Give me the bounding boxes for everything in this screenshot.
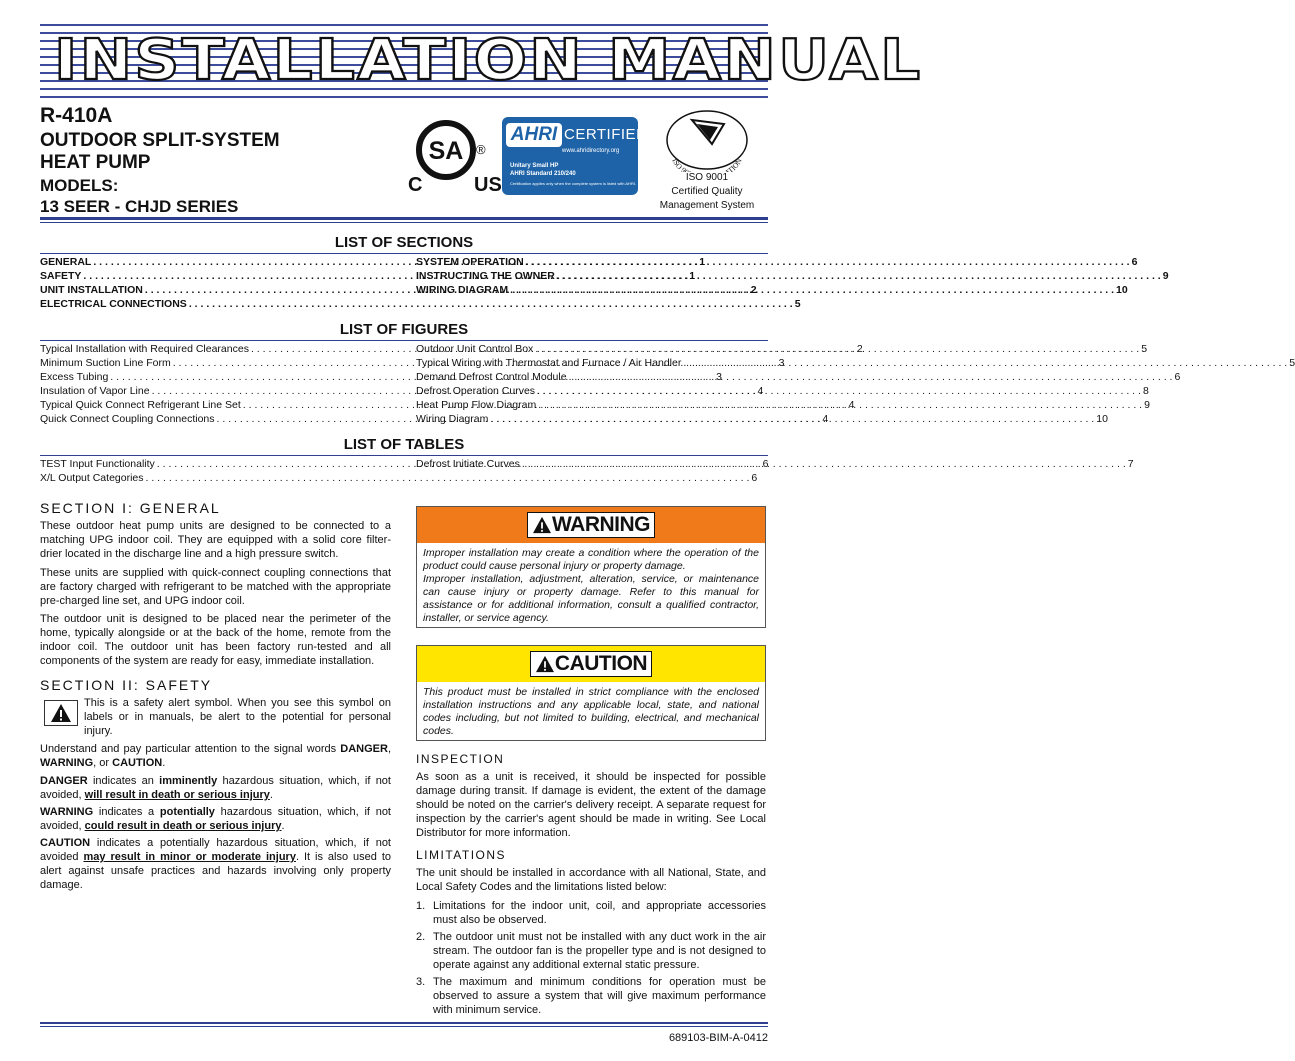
footer-rule-thin [40, 1026, 768, 1027]
caution-definition: CAUTION indicates a potentially hazardous situation, which, if not avoided may result in minor or moderate injury. It is also used to alert against unsafe practices and hazards involving only property damage. [40, 837, 391, 891]
toc-figure-item[interactable]: Wiring Diagram . . . 10 [416, 413, 766, 426]
toc-section-item[interactable]: WIRING DIAGRAM . . . 10 [416, 284, 766, 297]
csa-c-label: C [408, 174, 423, 196]
toc-section-item[interactable]: SAFETY . . . 1 [40, 270, 390, 283]
iso-line-3: Management System [659, 200, 755, 211]
header-rule-thin [40, 222, 768, 223]
iso-line-1: ISO 9001 [685, 172, 729, 183]
inspection-heading: INSPECTION [416, 752, 505, 766]
toc-section-item[interactable]: GENERAL . . . 1 [40, 256, 390, 269]
warning-triangle-icon [535, 655, 555, 673]
warning-triangle-icon [50, 703, 72, 723]
csa-us-label: US [474, 174, 502, 196]
figures-rule [40, 340, 768, 341]
toc-section-item[interactable]: INSTRUCTING THE OWNER . . . 9 [416, 270, 766, 283]
toc-figure-item[interactable]: Minimum Suction Line Form . . . 3 [40, 357, 390, 370]
inspection-paragraph: As soon as a unit is received, it should be inspected for possible damage during transit. If damage is evident, the extent of the damage should be noted on the carrier's delivery receipt. A separate request for inspection by the carrier's agent should be made in writing. See Local Distributor for more information. [416, 771, 766, 839]
footer-rule [40, 1022, 768, 1024]
toc-figure-item[interactable]: Heat Pump Flow Diagram . . . 9 [416, 399, 766, 412]
caution-box [416, 645, 766, 741]
list-of-tables-heading: LIST OF TABLES [343, 436, 465, 453]
list-item: 1. Limitations for the indoor unit, coil, and appropriate accessories must also be observed. [416, 900, 766, 926]
warning-label: WARNING [527, 512, 655, 538]
tables-rule [40, 455, 768, 456]
ahri-certified-logo [502, 117, 648, 195]
models-label: MODELS: [40, 176, 119, 195]
refrigerant-type: R-410A [40, 104, 113, 127]
list-of-sections-heading: LIST OF SECTIONS [334, 234, 474, 251]
toc-figure-item[interactable]: Typical Quick Connect Refrigerant Line Set . . . 4 [40, 399, 390, 412]
toc-figure-item[interactable]: Insulation of Vapor Line . . . 4 [40, 385, 390, 398]
iso-ring-text: ISO 9 TION [670, 156, 744, 172]
product-line-1: OUTDOOR SPLIT-SYSTEM [40, 130, 280, 151]
warning-band [417, 507, 765, 543]
toc-figure-item[interactable]: Outdoor Unit Control Box . . . 5 [416, 343, 766, 356]
toc-figure-item[interactable]: Quick Connect Coupling Connections . . . 4 [40, 413, 390, 426]
toc-figure-item[interactable]: Typical Wiring with Thermostat and Furnace / Air Handler . . . 5 [416, 357, 766, 370]
warning-box [416, 506, 766, 628]
list-item: 3. The maximum and minimum conditions for operation must be observed to assure a system that will give maximum performance with minimum service. [416, 976, 766, 1016]
general-paragraph-3: The outdoor unit is designed to be placed near the perimeter of the home, typically alongside or at the back of the home, remote from the indoor coil. The outdoor unit has been factory run-tested and all components of the system are ready for easy, immediate installation. [40, 613, 391, 667]
iso-seal-icon [652, 110, 762, 172]
toc-table-item[interactable]: X/L Output Categories . . . 6 [40, 472, 390, 485]
list-of-figures-heading: LIST OF FIGURES [339, 321, 469, 338]
list-item: 2. The outdoor unit must not be installed with any duct work in the air stream. The outdoor fan is the propeller type and is not designed to operate against any additional external static pressure. [416, 931, 766, 971]
limitations-heading: LIMITATIONS [416, 848, 507, 862]
document-number: 689103-BIM-A-0412 [668, 1032, 768, 1044]
toc-figure-item[interactable]: Demand Defrost Control Module . . . 6 [416, 371, 766, 384]
toc-section-item[interactable]: UNIT INSTALLATION . . . 2 [40, 284, 390, 297]
warning-triangle-icon [532, 516, 552, 534]
section-safety-heading: SECTION II: SAFETY [40, 677, 213, 693]
warning-text: Improper installation may create a condition where the operation of the product could cause personal injury or property damage. Improper installation, adjustment, alteration, service, or maintenance can cause injury or property damage. Refer to this manual for assistance or for additional information, consult a qualified contractor, installer, or service agency. [423, 547, 759, 624]
ahri-badge: AHRI [506, 123, 562, 147]
toc-table-item[interactable]: TEST Input Functionality . . . 6 [40, 458, 390, 471]
ahri-certified-text: CERTIFIED [564, 126, 648, 143]
toc-table-item[interactable]: Defrost Initiate Curves . . . 7 [416, 458, 766, 471]
toc-figure-item[interactable]: Defrost Operation Curves . . . 8 [416, 385, 766, 398]
product-line-2: HEAT PUMP [40, 152, 151, 173]
toc-section-item[interactable]: SYSTEM OPERATION . . . 6 [416, 256, 766, 269]
caution-label: CAUTION [530, 651, 652, 677]
ahri-line-1: Unitary Small HP [510, 163, 559, 169]
iso-registration-logo [652, 110, 762, 216]
ahri-url: www.ahridirectory.org [562, 148, 620, 154]
danger-definition: DANGER indicates an imminently hazardous situation, which, if not avoided, will result in death or serious injury. [40, 775, 391, 801]
header-rule [40, 217, 768, 220]
csa-logo [408, 118, 500, 202]
sections-rule [40, 253, 768, 254]
general-paragraph-2: These units are supplied with quick-connect coupling connections that are factory charged with refrigerant to be matched with the appropriate pre-charged line set, and UPG indoor coil. [40, 567, 391, 607]
toc-figure-item[interactable]: Excess Tubing . . . 3 [40, 371, 390, 384]
limitations-intro: The unit should be installed in accordance with all National, State, and Local Safety Codes and the limitations listed below: [416, 867, 766, 893]
signal-words-paragraph: Understand and pay particular attention to the signal words DANGER, WARNING, or CAUTION. [40, 743, 391, 769]
registered-mark: ® [476, 142, 486, 157]
iso-line-2: Certified Quality [671, 186, 743, 197]
ahri-line-2: AHRI Standard 210/240 [510, 171, 576, 177]
section-general-heading: SECTION I: GENERAL [40, 500, 221, 516]
title-banner [40, 20, 923, 102]
general-paragraph-1: These outdoor heat pump units are designed to be connected to a matching UPG indoor coil. They are equipped with a solid core filter-drier located in the discharge line and a high pressure switch. [40, 520, 391, 560]
caution-band [417, 646, 765, 682]
banner-title: INSTALLATION MANUAL [54, 28, 923, 93]
svg-text:SA: SA [428, 137, 464, 165]
safety-symbol-description: This is a safety alert symbol. When you see this symbol on labels or in manuals, be alert to the potential for personal injury. [84, 697, 391, 737]
safety-alert-symbol [44, 700, 78, 726]
warning-definition: WARNING indicates a potentially hazardous situation, which, if not avoided, could result in death or serious injury. [40, 806, 391, 832]
toc-section-item[interactable]: ELECTRICAL CONNECTIONS . . . 5 [40, 298, 390, 311]
toc-figure-item[interactable]: Typical Installation with Required Clearances . . . 2 [40, 343, 390, 356]
caution-text: This product must be installed in strict compliance with the enclosed installation instructions and any applicable local, state, and national codes including, but not limited to building, electrical, and mechanical codes. [423, 686, 759, 737]
product-title [40, 130, 280, 174]
ahri-line-3: Certification applies only when the complete system is listed with AHRI. [510, 181, 637, 186]
model-series: 13 SEER - CHJD SERIES [40, 197, 239, 216]
